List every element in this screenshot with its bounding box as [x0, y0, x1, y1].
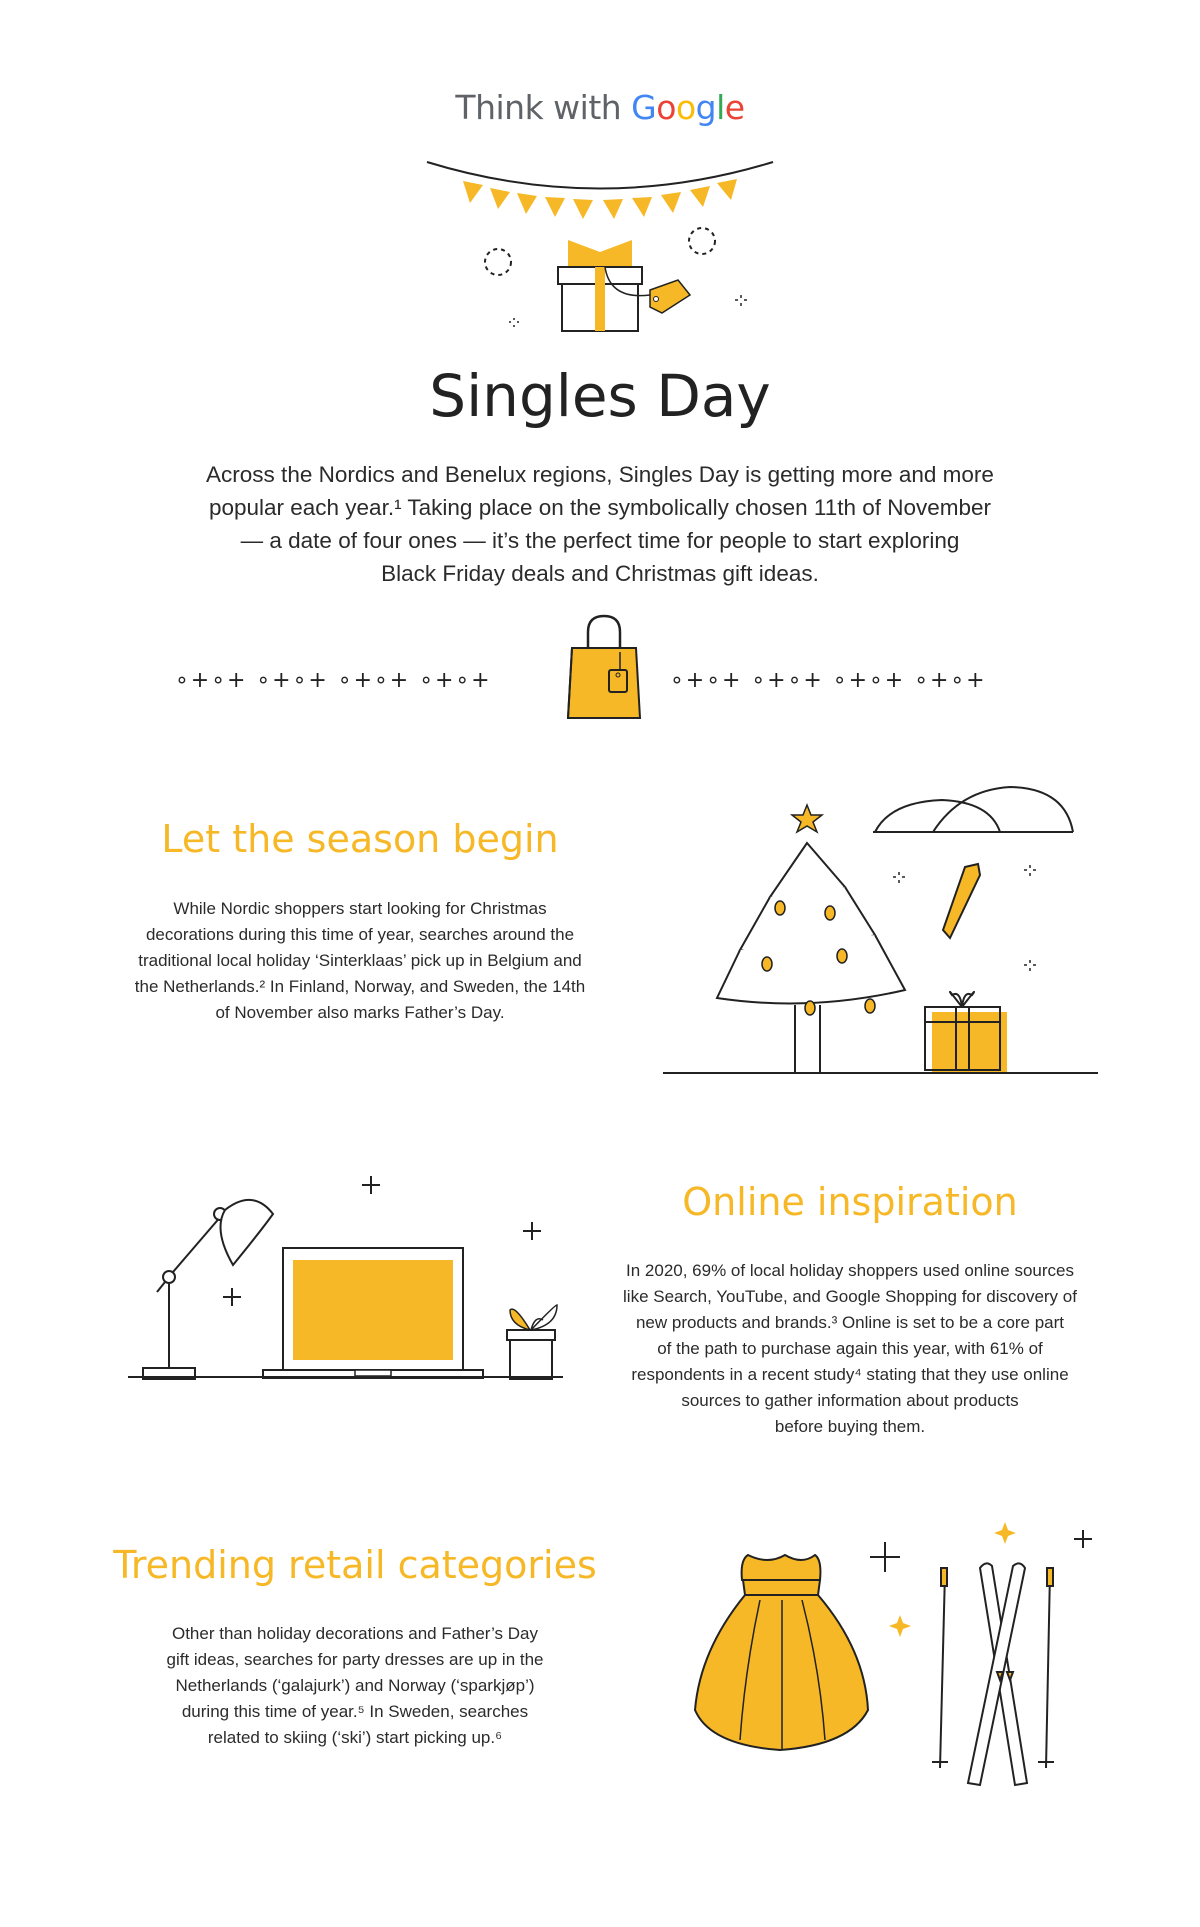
hero-illustration: [400, 155, 800, 355]
dotted-circle-icon: [485, 249, 511, 275]
text-line: respondents in a recent study⁴ stating that they use online: [631, 1365, 1069, 1384]
logo-think-with: Think with: [455, 88, 632, 127]
think-with-google-logo: Think with Google: [455, 88, 745, 127]
ski-icon: [968, 1563, 1027, 1785]
text-line: sources to gather information about products: [681, 1391, 1019, 1410]
intro-line: Across the Nordics and Benelux regions, Singles Day is getting more and more: [206, 462, 994, 487]
section-text-season: [110, 896, 610, 1026]
winter-illustration: [670, 1500, 1100, 1800]
text-line: While Nordic shoppers start looking for Christmas: [173, 899, 547, 918]
intro-line: — a date of four ones — it’s the perfect time for people to start exploring: [240, 528, 960, 553]
text-line: before buying them.: [774, 1417, 926, 1436]
text-line: traditional local holiday ‘Sinterklaas’ pick up in Belgium and: [138, 951, 582, 970]
divider-left: ∘+∘+ ∘+∘+ ∘+∘+ ∘+∘+: [175, 668, 492, 693]
text-line: of November also marks Father’s Day.: [215, 1003, 505, 1022]
laptop-icon: [263, 1248, 483, 1378]
text-line: gift ideas, searches for party dresses are up in the: [166, 1650, 544, 1669]
gift-box-icon: [558, 240, 650, 331]
section-text-online: [590, 1258, 1110, 1440]
text-line: In 2020, 69% of local holiday shoppers used online sources: [626, 1261, 1074, 1280]
party-dress-icon: [695, 1555, 868, 1750]
hills-icon: [873, 787, 1073, 832]
section-heading-online: Online inspiration: [682, 1180, 1018, 1224]
shopping-bag-icon: [565, 612, 645, 722]
text-line: decorations during this time of year, searches around the: [145, 925, 575, 944]
section-heading-season: Let the season begin: [161, 817, 559, 861]
divider-right: ∘+∘+ ∘+∘+ ∘+∘+ ∘+∘+: [670, 668, 987, 693]
text-line: the Netherlands.² In Finland, Norway, and Sweden, the 14th: [134, 977, 586, 996]
text-line: Other than holiday decorations and Father’s Day: [171, 1624, 539, 1643]
text-line: related to skiing (‘ski’) start picking up.⁶: [207, 1728, 503, 1747]
intro-paragraph: [170, 458, 1030, 590]
text-line: of the path to purchase again this year, with 61% of: [657, 1339, 1043, 1358]
price-tag-icon: [650, 280, 690, 313]
bunting-icon: [427, 162, 773, 219]
christmas-illustration: [660, 780, 1100, 1080]
dotted-circle-icon: [689, 228, 715, 254]
text-line: like Search, YouTube, and Google Shopping for discovery of: [623, 1287, 1077, 1306]
text-line: new products and brands.³ Online is set to be a core part: [635, 1313, 1065, 1332]
christmas-tree-icon: [717, 805, 905, 1072]
text-line: Netherlands (‘galajurk’) and Norway (‘sparkjøp’): [175, 1676, 535, 1695]
workspace-illustration: [125, 1170, 565, 1380]
intro-line: Black Friday deals and Christmas gift ideas.: [381, 561, 819, 586]
section-heading-trending: Trending retail categories: [113, 1543, 597, 1587]
intro-line: popular each year.¹ Taking place on the symbolically chosen 11th of November: [208, 495, 992, 520]
present-icon: [925, 992, 1007, 1072]
plant-icon: [507, 1305, 557, 1379]
desk-lamp-icon: [143, 1200, 273, 1379]
tie-icon: [943, 864, 980, 938]
text-line: during this time of year.⁵ In Sweden, searches: [181, 1702, 529, 1721]
section-text-trending: [100, 1621, 610, 1751]
page-title: Singles Day: [429, 362, 771, 430]
